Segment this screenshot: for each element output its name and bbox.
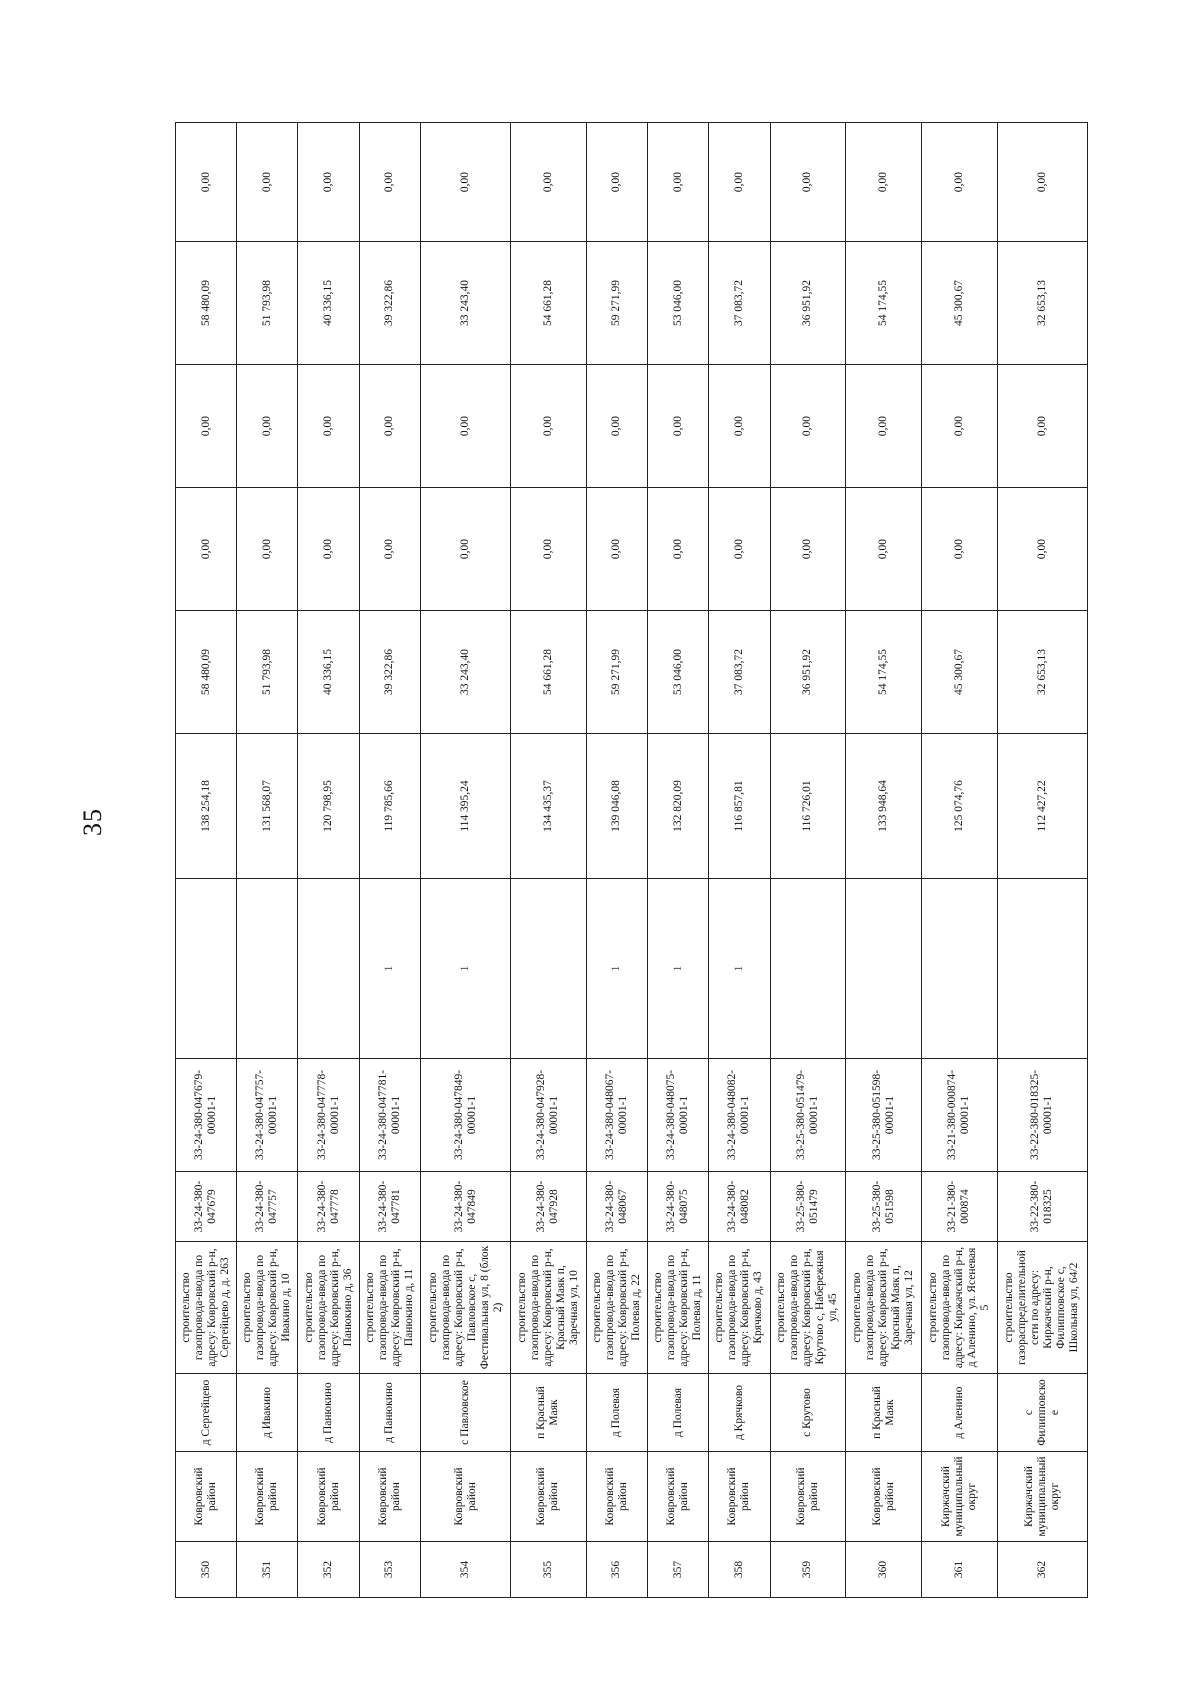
zero-value-cell: 0,00: [237, 365, 298, 488]
row-number: 356: [586, 1542, 647, 1598]
locality-cell: д Панюкино: [298, 1374, 359, 1452]
total-cost-cell: 133 948,64: [846, 734, 922, 879]
amount-repeat-cell: 51 793,98: [237, 242, 298, 365]
amount-cell: 54 661,28: [511, 611, 587, 734]
table-body: [176, 123, 1088, 1598]
table-row: [511, 123, 587, 1598]
zero-value-cell: 0,00: [420, 488, 510, 611]
count-cell: 1: [709, 879, 770, 1059]
zero-value-cell: 0,00: [846, 123, 922, 242]
row-number: 361: [921, 1542, 997, 1598]
amount-repeat-cell: 33 243,40: [420, 242, 510, 365]
amount-repeat-cell: 39 322,86: [359, 242, 420, 365]
district-cell: Ковровский район: [237, 1452, 298, 1542]
table-row: [648, 123, 709, 1598]
object-code-cell: 33-24-380-048082: [709, 1172, 770, 1242]
object-code-cell: 33-24-380-047849: [420, 1172, 510, 1242]
zero-value-cell: 0,00: [921, 365, 997, 488]
locality-cell: д Полевая: [586, 1374, 647, 1452]
district-cell: Киржачский муниципальный округ: [997, 1452, 1087, 1542]
table-row: [846, 123, 922, 1598]
table-row: [298, 123, 359, 1598]
full-code-cell: 33-25-380-051598-00001-1: [846, 1059, 922, 1172]
count-cell: [176, 879, 237, 1059]
description-cell: строительство газопровода-ввода по адресу: Ковровский р-н, Ивакино д, 10: [237, 1242, 298, 1374]
table-row: [176, 123, 237, 1598]
zero-value-cell: 0,00: [298, 365, 359, 488]
zero-value-cell: 0,00: [709, 365, 770, 488]
amount-cell: 36 951,92: [770, 611, 846, 734]
locality-cell: п Красный Маяк: [846, 1374, 922, 1452]
row-number: 354: [420, 1542, 510, 1598]
district-cell: Ковровский район: [298, 1452, 359, 1542]
district-cell: Ковровский район: [586, 1452, 647, 1542]
description-cell: строительство газопровода-ввода по адресу: Киржачский р-н, д Аленино, ул. Ясеневая 5: [921, 1242, 997, 1374]
table-row: [586, 123, 647, 1598]
district-cell: Ковровский район: [709, 1452, 770, 1542]
zero-value-cell: 0,00: [846, 488, 922, 611]
zero-value-cell: 0,00: [648, 365, 709, 488]
row-number: 355: [511, 1542, 587, 1598]
amount-cell: 54 174,55: [846, 611, 922, 734]
table-row: [770, 123, 846, 1598]
table-row: [359, 123, 420, 1598]
page-number: 35: [78, 808, 107, 836]
locality-cell: д Полевая: [648, 1374, 709, 1452]
full-code-cell: 33-24-380-047778-00001-1: [298, 1059, 359, 1172]
zero-value-cell: 0,00: [586, 365, 647, 488]
count-cell: 1: [359, 879, 420, 1059]
amount-repeat-cell: 45 300,67: [921, 242, 997, 365]
description-cell: строительство газопровода-ввода по адресу: Ковровский р-н, Панюкино д, 11: [359, 1242, 420, 1374]
object-code-cell: 33-22-380-018325: [997, 1172, 1087, 1242]
rotated-table-container: [175, 123, 1088, 1598]
zero-value-cell: 0,00: [921, 488, 997, 611]
zero-value-cell: 0,00: [176, 488, 237, 611]
locality-cell: д Сергейцево: [176, 1374, 237, 1452]
zero-value-cell: 0,00: [770, 123, 846, 242]
zero-value-cell: 0,00: [770, 365, 846, 488]
zero-value-cell: 0,00: [237, 123, 298, 242]
count-cell: [846, 879, 922, 1059]
total-cost-cell: 114 395,24: [420, 734, 510, 879]
zero-value-cell: 0,00: [420, 365, 510, 488]
zero-value-cell: 0,00: [359, 123, 420, 242]
district-cell: Ковровский район: [420, 1452, 510, 1542]
table-row: [709, 123, 770, 1598]
zero-value-cell: 0,00: [586, 123, 647, 242]
zero-value-cell: 0,00: [997, 488, 1087, 611]
row-number: 350: [176, 1542, 237, 1598]
amount-repeat-cell: 58 480,09: [176, 242, 237, 365]
object-code-cell: 33-25-380-051479: [770, 1172, 846, 1242]
row-number: 352: [298, 1542, 359, 1598]
total-cost-cell: 112 427,22: [997, 734, 1087, 879]
amount-repeat-cell: 54 661,28: [511, 242, 587, 365]
total-cost-cell: 134 435,37: [511, 734, 587, 879]
row-number: 360: [846, 1542, 922, 1598]
amount-cell: 53 046,00: [648, 611, 709, 734]
locality-cell: д Панюкино: [359, 1374, 420, 1452]
count-cell: [997, 879, 1087, 1059]
zero-value-cell: 0,00: [709, 488, 770, 611]
amount-cell: 33 243,40: [420, 611, 510, 734]
amount-cell: 58 480,09: [176, 611, 237, 734]
total-cost-cell: 125 074,76: [921, 734, 997, 879]
zero-value-cell: 0,00: [298, 488, 359, 611]
total-cost-cell: 131 568,07: [237, 734, 298, 879]
zero-value-cell: 0,00: [511, 365, 587, 488]
zero-value-cell: 0,00: [237, 488, 298, 611]
amount-cell: 39 322,86: [359, 611, 420, 734]
description-cell: строительство газопровода-ввода по адресу: Ковровский р-н, Крячково д, 43: [709, 1242, 770, 1374]
description-cell: строительство газопровода-ввода по адресу: Ковровский р-н, Полевая д, 11: [648, 1242, 709, 1374]
amount-repeat-cell: 54 174,55: [846, 242, 922, 365]
object-code-cell: 33-24-380-047778: [298, 1172, 359, 1242]
object-code-cell: 33-24-380-047757: [237, 1172, 298, 1242]
full-code-cell: 33-22-380-018325-00001-1: [997, 1059, 1087, 1172]
amount-cell: 37 083,72: [709, 611, 770, 734]
description-cell: строительство газопровода-ввода по адресу: Ковровский р-н, Сергейцево д, д. 263: [176, 1242, 237, 1374]
district-cell: Киржачский муниципальный округ: [921, 1452, 997, 1542]
locality-cell: с Павловское: [420, 1374, 510, 1452]
district-cell: Ковровский район: [511, 1452, 587, 1542]
full-code-cell: 33-25-380-051479-00001-1: [770, 1059, 846, 1172]
amount-repeat-cell: 53 046,00: [648, 242, 709, 365]
zero-value-cell: 0,00: [511, 488, 587, 611]
count-cell: 1: [648, 879, 709, 1059]
zero-value-cell: 0,00: [176, 365, 237, 488]
row-number: 362: [997, 1542, 1087, 1598]
full-code-cell: 33-24-380-048067-00001-1: [586, 1059, 647, 1172]
count-cell: [511, 879, 587, 1059]
description-cell: строительство газопровода-ввода по адресу: Ковровский р-н, Панюкино д, 36: [298, 1242, 359, 1374]
zero-value-cell: 0,00: [511, 123, 587, 242]
district-cell: Ковровский район: [846, 1452, 922, 1542]
total-cost-cell: 116 857,81: [709, 734, 770, 879]
zero-value-cell: 0,00: [420, 123, 510, 242]
amount-repeat-cell: 36 951,92: [770, 242, 846, 365]
row-number: 351: [237, 1542, 298, 1598]
amount-repeat-cell: 40 336,15: [298, 242, 359, 365]
registry-table: [175, 122, 1088, 1598]
object-code-cell: 33-24-380-048075: [648, 1172, 709, 1242]
count-cell: [237, 879, 298, 1059]
table-row: [921, 123, 997, 1598]
object-code-cell: 33-25-380-051598: [846, 1172, 922, 1242]
zero-value-cell: 0,00: [586, 488, 647, 611]
amount-repeat-cell: 59 271,99: [586, 242, 647, 365]
full-code-cell: 33-24-380-048082-00001-1: [709, 1059, 770, 1172]
district-cell: Ковровский район: [648, 1452, 709, 1542]
locality-cell: д Ивакино: [237, 1374, 298, 1452]
object-code-cell: 33-24-380-048067: [586, 1172, 647, 1242]
object-code-cell: 33-24-380-047679: [176, 1172, 237, 1242]
zero-value-cell: 0,00: [846, 365, 922, 488]
full-code-cell: 33-24-380-048075-00001-1: [648, 1059, 709, 1172]
zero-value-cell: 0,00: [709, 123, 770, 242]
description-cell: строительство газораспределительной сети по адресу: Киржачский р-н, Филипповское с, Школьная ул, 64/2: [997, 1242, 1087, 1374]
object-code-cell: 33-24-380-047928: [511, 1172, 587, 1242]
full-code-cell: 33-24-380-047928-00001-1: [511, 1059, 587, 1172]
zero-value-cell: 0,00: [176, 123, 237, 242]
description-cell: строительство газопровода-ввода по адресу: Ковровский р-н, Полевая д, 22: [586, 1242, 647, 1374]
district-cell: Ковровский район: [359, 1452, 420, 1542]
district-cell: Ковровский район: [770, 1452, 846, 1542]
locality-cell: п Красный Маяк: [511, 1374, 587, 1452]
full-code-cell: 33-24-380-047679-00001-1: [176, 1059, 237, 1172]
full-code-cell: 33-24-380-047781-00001-1: [359, 1059, 420, 1172]
total-cost-cell: 119 785,66: [359, 734, 420, 879]
description-cell: строительство газопровода-ввода по адресу: Ковровский р-н, Красный Маяк п, Заречная ул, 12: [846, 1242, 922, 1374]
amount-cell: 59 271,99: [586, 611, 647, 734]
count-cell: 1: [586, 879, 647, 1059]
zero-value-cell: 0,00: [298, 123, 359, 242]
amount-repeat-cell: 32 653,13: [997, 242, 1087, 365]
amount-cell: 51 793,98: [237, 611, 298, 734]
full-code-cell: 33-24-380-047849-00001-1: [420, 1059, 510, 1172]
row-number: 357: [648, 1542, 709, 1598]
amount-repeat-cell: 37 083,72: [709, 242, 770, 365]
zero-value-cell: 0,00: [648, 123, 709, 242]
table-row: [420, 123, 510, 1598]
object-code-cell: 33-24-380-047781: [359, 1172, 420, 1242]
row-number: 359: [770, 1542, 846, 1598]
count-cell: [921, 879, 997, 1059]
zero-value-cell: 0,00: [648, 488, 709, 611]
total-cost-cell: 132 820,09: [648, 734, 709, 879]
total-cost-cell: 138 254,18: [176, 734, 237, 879]
zero-value-cell: 0,00: [359, 488, 420, 611]
description-cell: строительство газопровода-ввода по адресу: Ковровский р-н, Красный Маяк п, Заречная ул, 10: [511, 1242, 587, 1374]
total-cost-cell: 139 046,08: [586, 734, 647, 879]
table-row: [997, 123, 1087, 1598]
object-code-cell: 33-21-380-000874: [921, 1172, 997, 1242]
full-code-cell: 33-21-380-000874-00001-1: [921, 1059, 997, 1172]
locality-cell: с Филипповское: [997, 1374, 1087, 1452]
description-cell: строительство газопровода-ввода по адресу: Ковровский р-н, Крутово с, Набережная ул, 45: [770, 1242, 846, 1374]
locality-cell: с Крутово: [770, 1374, 846, 1452]
row-number: 358: [709, 1542, 770, 1598]
total-cost-cell: 116 726,01: [770, 734, 846, 879]
total-cost-cell: 120 798,95: [298, 734, 359, 879]
zero-value-cell: 0,00: [997, 365, 1087, 488]
table-row: [237, 123, 298, 1598]
amount-cell: 40 336,15: [298, 611, 359, 734]
amount-cell: 32 653,13: [997, 611, 1087, 734]
count-cell: [770, 879, 846, 1059]
full-code-cell: 33-24-380-047757-00001-1: [237, 1059, 298, 1172]
count-cell: 1: [420, 879, 510, 1059]
zero-value-cell: 0,00: [770, 488, 846, 611]
amount-cell: 45 300,67: [921, 611, 997, 734]
description-cell: строительство газопровода-ввода по адресу: Ковровский р-н, Павловское с, Фестивальная ул, 8 (блок 2): [420, 1242, 510, 1374]
row-number: 353: [359, 1542, 420, 1598]
zero-value-cell: 0,00: [921, 123, 997, 242]
district-cell: Ковровский район: [176, 1452, 237, 1542]
zero-value-cell: 0,00: [997, 123, 1087, 242]
locality-cell: д Аленино: [921, 1374, 997, 1452]
locality-cell: д Крячково: [709, 1374, 770, 1452]
count-cell: [298, 879, 359, 1059]
zero-value-cell: 0,00: [359, 365, 420, 488]
